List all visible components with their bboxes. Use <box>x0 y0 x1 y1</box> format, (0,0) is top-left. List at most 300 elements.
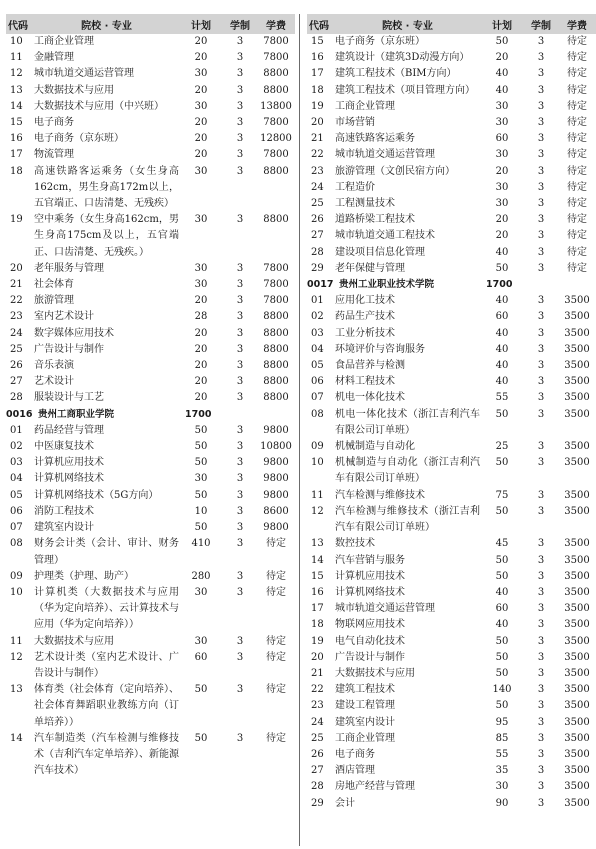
cell-plan: 50 <box>194 441 208 453</box>
right-table-body <box>307 34 596 812</box>
cell-code: 11 <box>10 635 23 647</box>
cell-system: 3 <box>236 376 244 388</box>
cell-name: 建筑工程技术（BIM方向） <box>335 68 457 80</box>
cell-plan: 20 <box>194 117 208 129</box>
cell-fee: 3500 <box>564 505 590 517</box>
table-row <box>307 634 596 650</box>
cell-system: 3 <box>537 538 545 550</box>
table-row <box>307 731 596 747</box>
cell-system: 3 <box>236 149 244 161</box>
cell-fee: 3500 <box>564 489 590 501</box>
cell-system: 3 <box>537 505 545 517</box>
cell-plan: 30 <box>194 586 208 598</box>
cell-code: 20 <box>311 651 324 663</box>
cell-code: 26 <box>311 748 324 760</box>
cell-fee: 待定 <box>567 84 587 96</box>
cell-name: 工商企业管理 <box>335 732 395 744</box>
cell-fee: 3500 <box>564 311 590 323</box>
cell-plan: 95 <box>495 716 509 728</box>
cell-fee: 待定 <box>567 246 587 258</box>
cell-system: 3 <box>537 392 545 404</box>
cell-code: 23 <box>10 311 23 323</box>
cell-system: 3 <box>537 457 545 469</box>
table-row <box>307 439 596 455</box>
cell-plan: 1700 <box>486 279 513 291</box>
cell-fee: 待定 <box>266 732 286 744</box>
cell-plan: 30 <box>194 473 208 485</box>
cell-code: 29 <box>311 797 324 809</box>
cell-fee: 待定 <box>567 262 587 274</box>
cell-code: 05 <box>311 360 324 372</box>
cell-plan: 30 <box>194 214 208 226</box>
table-row <box>6 34 295 50</box>
table-row <box>307 488 596 504</box>
left-table <box>6 14 295 779</box>
cell-code: 24 <box>311 181 324 193</box>
cell-name: 建设工程管理 <box>335 700 395 712</box>
cell-name: 计算机网络技术 <box>335 586 405 598</box>
cell-plan: 50 <box>495 635 509 647</box>
table-row <box>6 390 295 406</box>
cell-plan: 20 <box>194 327 208 339</box>
cell-plan: 10 <box>194 505 208 517</box>
cell-name: 建筑工程技术（项目管理方向） <box>335 84 475 96</box>
cell-code: 09 <box>311 441 324 453</box>
cell-fee: 3500 <box>564 748 590 760</box>
cell-system: 3 <box>537 327 545 339</box>
cell-fee: 待定 <box>567 100 587 112</box>
cell-name: 物联网应用技术 <box>335 619 405 631</box>
cell-name: 材料工程技术 <box>335 376 395 388</box>
cell-fee: 8800 <box>263 343 289 355</box>
cell-name: 机电一体化技术 <box>335 392 405 404</box>
cell-fee: 3500 <box>564 603 590 615</box>
cell-plan: 140 <box>492 684 512 696</box>
cell-fee: 3500 <box>564 343 590 355</box>
cell-name: 大数据技术与应用 <box>335 667 415 679</box>
table-row <box>6 99 295 115</box>
cell-fee: 3500 <box>564 765 590 777</box>
table-row <box>307 309 596 325</box>
cell-fee: 待定 <box>567 52 587 64</box>
cell-plan: 50 <box>194 522 208 534</box>
cell-fee: 3500 <box>564 781 590 793</box>
cell-name: 建设项目信息化管理 <box>335 246 425 258</box>
table-row <box>307 504 596 536</box>
cell-plan: 40 <box>495 360 509 372</box>
cell-plan: 20 <box>495 214 509 226</box>
table-row <box>307 358 596 374</box>
cell-name: 广告设计与制作 <box>335 651 405 663</box>
table-row <box>307 682 596 698</box>
table-row <box>6 374 295 390</box>
cell-plan: 40 <box>495 376 509 388</box>
cell-system: 3 <box>537 408 545 420</box>
cell-system: 3 <box>537 570 545 582</box>
cell-name: 机械制造与自动化 <box>335 441 415 453</box>
cell-fee: 9800 <box>263 522 289 534</box>
cell-name: 广告设计与制作 <box>34 343 104 355</box>
cell-plan: 50 <box>495 505 509 517</box>
cell-code: 26 <box>311 214 324 226</box>
cell-name: 服装设计与工艺 <box>34 392 104 404</box>
cell-system: 3 <box>537 554 545 566</box>
cell-name: 大数据技术与应用（中兴班） <box>34 100 164 112</box>
cell-code: 22 <box>311 149 324 161</box>
cell-code: 19 <box>10 214 23 226</box>
table-row <box>307 569 596 585</box>
cell-plan: 50 <box>495 667 509 679</box>
cell-name: 城市轨道交通运营管理 <box>335 603 435 615</box>
cell-plan: 20 <box>194 360 208 372</box>
cell-code: 09 <box>10 570 23 582</box>
table-row <box>307 536 596 552</box>
cell-system: 3 <box>537 262 545 274</box>
header-code: 代码 <box>8 20 28 32</box>
cell-fee: 待定 <box>567 68 587 80</box>
table-row <box>6 536 295 568</box>
cell-name: 食品营养与检测 <box>335 360 405 372</box>
cell-fee: 8800 <box>263 165 289 177</box>
cell-plan: 40 <box>495 619 509 631</box>
cell-fee: 3500 <box>564 327 590 339</box>
cell-plan: 30 <box>194 262 208 274</box>
cell-plan: 50 <box>194 732 208 744</box>
cell-system: 3 <box>537 732 545 744</box>
cell-fee: 3500 <box>564 538 590 550</box>
table-row <box>6 471 295 487</box>
cell-name: 计算机网络技术（5G方向） <box>34 489 159 501</box>
cell-fee: 8800 <box>263 392 289 404</box>
cell-system: 3 <box>537 716 545 728</box>
cell-fee: 待定 <box>567 133 587 145</box>
cell-system: 3 <box>537 781 545 793</box>
cell-fee: 3500 <box>564 732 590 744</box>
cell-plan: 30 <box>495 149 509 161</box>
cell-system: 3 <box>537 651 545 663</box>
cell-fee: 7800 <box>263 262 289 274</box>
cell-name: 建筑室内设计 <box>335 716 395 728</box>
cell-code: 11 <box>311 489 324 501</box>
table-row <box>307 245 596 261</box>
cell-system: 3 <box>236 635 244 647</box>
table-row <box>307 34 596 50</box>
cell-system: 3 <box>537 360 545 372</box>
cell-name: 城市轨道交通运营管理 <box>34 68 134 80</box>
cell-code: 05 <box>10 489 23 501</box>
cell-name: 计算机应用技术 <box>34 457 104 469</box>
cell-code: 16 <box>10 133 23 145</box>
cell-system: 3 <box>236 311 244 323</box>
cell-code: 18 <box>311 619 324 631</box>
table-row <box>6 504 295 520</box>
table-row <box>307 747 596 763</box>
cell-plan: 50 <box>495 408 509 420</box>
cell-code: 0017 <box>307 279 334 291</box>
cell-name: 贵州工业职业技术学院 <box>339 279 435 291</box>
cell-name: 电子商务 <box>335 748 375 760</box>
table-row <box>6 261 295 277</box>
table-row <box>307 407 596 439</box>
cell-system: 3 <box>537 165 545 177</box>
cell-system: 3 <box>537 133 545 145</box>
cell-code: 11 <box>10 52 23 64</box>
table-row <box>6 147 295 163</box>
cell-fee: 7800 <box>263 279 289 291</box>
cell-code: 12 <box>10 651 23 663</box>
cell-name: 计算机网络技术 <box>34 473 104 485</box>
cell-code: 28 <box>10 392 23 404</box>
table-row <box>307 779 596 795</box>
cell-name: 中医康复技术 <box>34 441 94 453</box>
cell-system: 3 <box>236 327 244 339</box>
cell-fee: 8800 <box>263 311 289 323</box>
cell-fee: 8800 <box>263 84 289 96</box>
table-row <box>307 99 596 115</box>
cell-system: 3 <box>236 441 244 453</box>
cell-system: 3 <box>236 732 244 744</box>
table-row <box>307 261 596 277</box>
cell-plan: 40 <box>495 295 509 307</box>
cell-plan: 75 <box>495 489 509 501</box>
table-row <box>6 634 295 650</box>
cell-code: 28 <box>311 246 324 258</box>
cell-fee: 待定 <box>567 214 587 226</box>
cell-plan: 50 <box>495 700 509 712</box>
table-row <box>307 342 596 358</box>
header-name: 院校 · 专业 <box>382 20 433 32</box>
cell-code: 13 <box>10 84 23 96</box>
cell-plan: 50 <box>495 554 509 566</box>
cell-code: 01 <box>10 424 23 436</box>
table-row <box>307 455 596 487</box>
cell-plan: 50 <box>194 424 208 436</box>
cell-system: 3 <box>537 603 545 615</box>
cell-system: 3 <box>537 84 545 96</box>
cell-code: 22 <box>10 295 23 307</box>
cell-code: 14 <box>10 732 23 744</box>
cell-plan: 50 <box>495 570 509 582</box>
cell-plan: 35 <box>495 765 509 777</box>
cell-code: 25 <box>10 343 23 355</box>
cell-fee: 待定 <box>567 36 587 47</box>
cell-code: 13 <box>10 684 23 696</box>
cell-name: 大数据技术与应用 <box>34 84 114 96</box>
cell-plan: 40 <box>495 84 509 96</box>
cell-fee: 3500 <box>564 700 590 712</box>
table-row <box>307 83 596 99</box>
cell-name: 药品经营与管理 <box>34 424 104 436</box>
table-row <box>6 212 295 261</box>
cell-name: 酒店管理 <box>335 765 375 777</box>
cell-system: 3 <box>537 441 545 453</box>
cell-fee: 3500 <box>564 457 590 469</box>
cell-system: 3 <box>236 570 244 582</box>
cell-system: 3 <box>236 586 244 598</box>
cell-system: 3 <box>236 279 244 291</box>
cell-fee: 9800 <box>263 473 289 485</box>
table-row <box>6 585 295 634</box>
cell-code: 14 <box>10 100 23 112</box>
cell-fee: 7800 <box>263 36 289 47</box>
cell-fee: 7800 <box>263 295 289 307</box>
cell-name: 高速铁路客运乘务 <box>335 133 415 145</box>
cell-code: 13 <box>311 538 324 550</box>
cell-code: 03 <box>10 457 23 469</box>
cell-system: 3 <box>537 149 545 161</box>
cell-system: 3 <box>236 52 244 64</box>
cell-code: 15 <box>311 36 324 47</box>
cell-plan: 30 <box>194 279 208 291</box>
cell-name: 消防工程技术 <box>34 505 94 517</box>
cell-code: 21 <box>311 667 324 679</box>
cell-name: 市场营销 <box>335 117 375 129</box>
cell-fee: 待定 <box>567 149 587 161</box>
cell-fee: 3500 <box>564 667 590 679</box>
cell-fee: 8800 <box>263 376 289 388</box>
left-table-body <box>6 34 295 779</box>
cell-name: 大数据技术与应用 <box>34 635 114 647</box>
cell-plan: 20 <box>495 230 509 242</box>
table-row <box>307 666 596 682</box>
table-row <box>307 650 596 666</box>
cell-fee: 3500 <box>564 797 590 809</box>
cell-plan: 40 <box>495 68 509 80</box>
cell-fee: 3500 <box>564 392 590 404</box>
cell-name: 道路桥梁工程技术 <box>335 214 415 226</box>
cell-code: 24 <box>10 327 23 339</box>
table-row <box>6 520 295 536</box>
cell-plan: 410 <box>191 538 211 550</box>
cell-plan: 30 <box>194 165 208 177</box>
cell-name: 应用化工技术 <box>335 295 395 307</box>
cell-plan: 40 <box>495 327 509 339</box>
cell-system: 3 <box>236 651 244 663</box>
cell-name: 机电一体化技术（浙江吉利汽车有限公司订单班） <box>335 408 480 436</box>
cell-name: 音乐表演 <box>34 360 74 372</box>
cell-plan: 50 <box>495 457 509 469</box>
cell-code: 25 <box>311 198 324 210</box>
cell-fee: 3500 <box>564 635 590 647</box>
table-row <box>307 66 596 82</box>
cell-name: 数字媒体应用技术 <box>34 327 114 339</box>
cell-fee: 7800 <box>263 52 289 64</box>
cell-name: 工程造价 <box>335 181 375 193</box>
cell-name: 旅游管理（文创民宿方向） <box>335 165 455 177</box>
cell-fee: 待定 <box>567 230 587 242</box>
cell-code: 07 <box>10 522 23 534</box>
cell-system: 3 <box>236 424 244 436</box>
cell-plan: 50 <box>194 489 208 501</box>
cell-name: 数控技术 <box>335 538 375 550</box>
cell-fee: 3500 <box>564 408 590 420</box>
cell-name: 计算机类（大数据技术与应用（华为定向培养）、云计算技术与应用（华为定向培养）） <box>34 586 179 631</box>
table-row <box>307 212 596 228</box>
cell-system: 3 <box>537 311 545 323</box>
table-row <box>6 277 295 293</box>
cell-system: 3 <box>236 684 244 696</box>
table-row <box>6 66 295 82</box>
cell-plan: 55 <box>495 392 509 404</box>
cell-fee: 8800 <box>263 214 289 226</box>
cell-plan: 28 <box>194 311 208 323</box>
cell-fee: 3500 <box>564 586 590 598</box>
table-row <box>6 309 295 325</box>
cell-code: 28 <box>311 781 324 793</box>
cell-name: 社会体育 <box>34 279 74 291</box>
cell-code: 19 <box>311 100 324 112</box>
cell-name: 高速铁路客运乘务（女生身高162cm，男生身高172m以上，五官端正、口齿清楚、无残疾） <box>34 165 179 210</box>
cell-system: 3 <box>537 635 545 647</box>
table-row <box>6 131 295 147</box>
cell-plan: 30 <box>495 198 509 210</box>
cell-name: 金融管理 <box>34 52 74 64</box>
cell-fee: 7800 <box>263 117 289 129</box>
cell-fee: 9800 <box>263 489 289 501</box>
table-row <box>307 390 596 406</box>
cell-code: 24 <box>311 716 324 728</box>
cell-system: 3 <box>537 68 545 80</box>
cell-plan: 30 <box>495 100 509 112</box>
cell-name: 艺术设计类（室内艺术设计、广告设计与制作） <box>34 651 179 679</box>
table-row <box>307 180 596 196</box>
school-row <box>6 407 295 423</box>
cell-plan: 20 <box>194 343 208 355</box>
header-name: 院校 · 专业 <box>81 20 132 32</box>
cell-system: 3 <box>236 505 244 517</box>
cell-system: 3 <box>537 198 545 210</box>
cell-plan: 60 <box>495 311 509 323</box>
cell-name: 计算机应用技术 <box>335 570 405 582</box>
cell-fee: 12800 <box>260 133 292 145</box>
cell-name: 电子商务 <box>34 117 74 129</box>
cell-name: 老年服务与管理 <box>34 262 104 274</box>
cell-system: 3 <box>236 473 244 485</box>
cell-plan: 20 <box>194 133 208 145</box>
cell-name: 建筑室内设计 <box>34 522 94 534</box>
cell-code: 22 <box>311 684 324 696</box>
cell-system: 3 <box>236 68 244 80</box>
table-row <box>6 488 295 504</box>
cell-fee: 3500 <box>564 684 590 696</box>
cell-system: 3 <box>236 84 244 96</box>
cell-code: 14 <box>311 554 324 566</box>
table-row <box>307 374 596 390</box>
cell-fee: 3500 <box>564 295 590 307</box>
cell-plan: 45 <box>495 538 509 550</box>
cell-plan: 20 <box>495 52 509 64</box>
cell-name: 城市轨道交通运营管理 <box>335 149 435 161</box>
cell-fee: 待定 <box>266 651 286 663</box>
cell-code: 21 <box>311 133 324 145</box>
table-row <box>6 731 295 780</box>
cell-system: 3 <box>236 36 244 47</box>
cell-plan: 50 <box>495 262 509 274</box>
cell-system: 3 <box>236 214 244 226</box>
cell-plan: 20 <box>194 295 208 307</box>
header-system: 学制 <box>230 20 250 32</box>
cell-code: 16 <box>311 52 324 64</box>
cell-name: 房地产经营与管理 <box>335 781 415 793</box>
cell-code: 26 <box>10 360 23 372</box>
cell-system: 3 <box>537 700 545 712</box>
cell-plan: 50 <box>194 457 208 469</box>
table-row <box>307 196 596 212</box>
cell-fee: 待定 <box>567 181 587 193</box>
cell-fee: 3500 <box>564 376 590 388</box>
cell-system: 3 <box>236 392 244 404</box>
cell-name: 财务会计类（会计、审计、财务管理） <box>34 538 179 566</box>
